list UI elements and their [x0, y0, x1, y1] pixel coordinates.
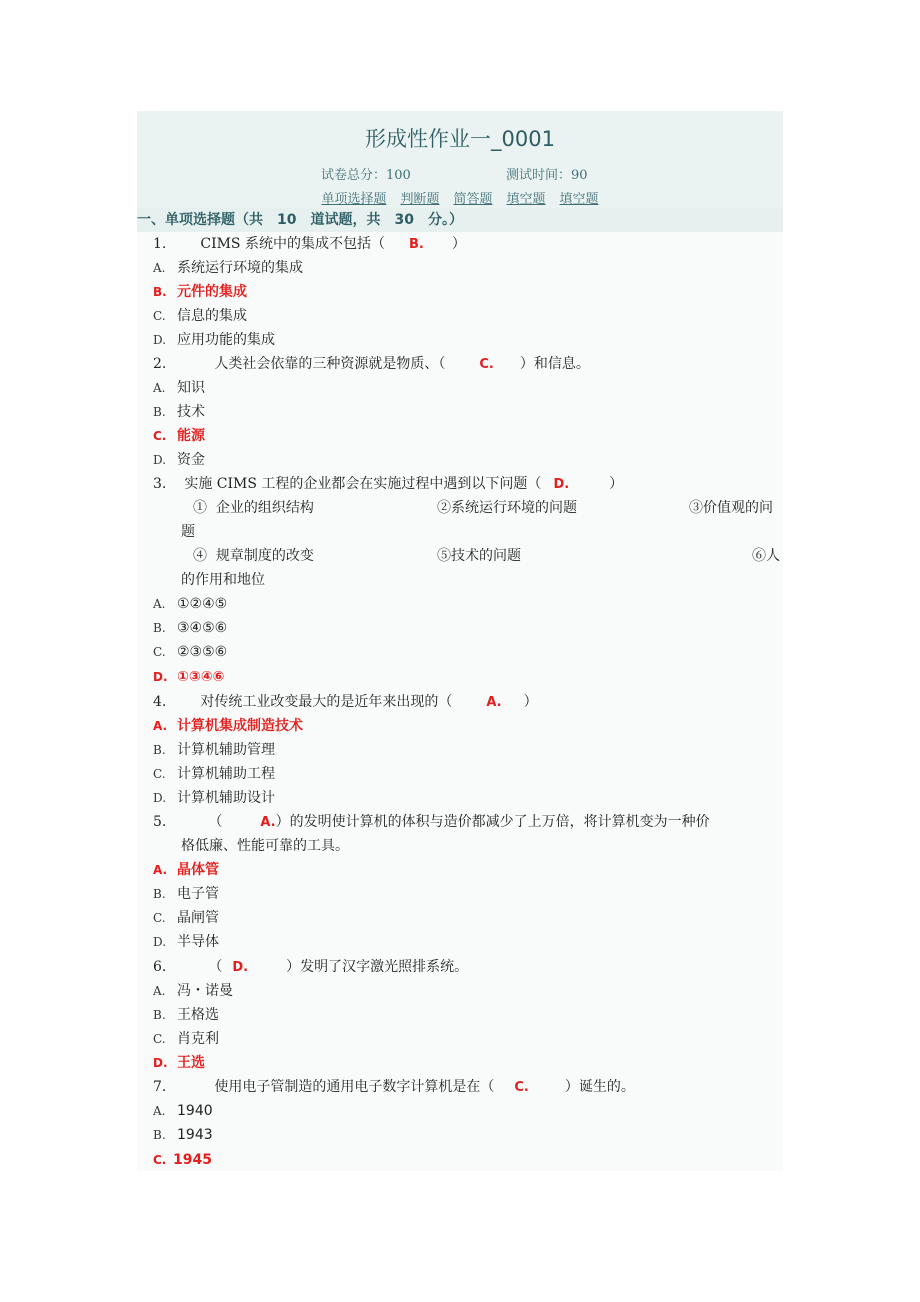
question-2: 2. 人类社会依靠的三种资源就是物质、（ C. ）和信息。 — [153, 356, 590, 372]
question-4: 4. 对传统工业改变最大的是近年来出现的（ A. ） — [153, 694, 538, 710]
option-a[interactable]: A. ①②④⑤ — [153, 596, 228, 612]
option-b[interactable]: B. ③④⑤⑥ — [153, 620, 228, 636]
option-a-correct[interactable]: A. 晶体管 — [153, 862, 219, 878]
tab-fill-blank-2[interactable]: 填空题 — [559, 192, 599, 207]
option-a-correct[interactable]: A. 计算机集成制造技术 — [153, 718, 303, 734]
tab-fill-blank-1[interactable]: 填空题 — [506, 192, 546, 207]
question-text: CIMS 系统中的集成不包括（ — [200, 236, 385, 252]
problem-item-3: ③价值观的问 — [689, 500, 773, 516]
answer-mark: C. — [514, 1080, 529, 1095]
option-d[interactable]: D. 资金 — [153, 452, 205, 468]
problem-item-1: ① 企业的组织结构 — [193, 500, 314, 516]
problem-item-2: ②系统运行环境的问题 — [437, 500, 577, 516]
question-7: 7. 使用电子管制造的通用电子数字计算机是在（ C. ）诞生的。 — [153, 1079, 635, 1095]
option-c-correct[interactable]: C. 能源 — [153, 428, 205, 444]
question-text: 实施 CIMS 工程的企业都会在实施过程中遇到以下问题（ — [184, 476, 542, 492]
problem-item-6-cont: 的作用和地位 — [181, 572, 265, 588]
problem-item-3-cont: 题 — [181, 524, 195, 540]
option-a[interactable]: A. 1940 — [153, 1103, 213, 1119]
question-text: ）的发明使计算机的体积与造价都减少了上万倍，将计算机变为一种价 — [275, 814, 710, 830]
question-5-cont: 格低廉、性能可靠的工具。 — [181, 838, 349, 854]
question-number: 6. — [153, 959, 167, 975]
question-6: 6. （ D. ）发明了汉字激光照排系统。 — [153, 959, 469, 975]
section-tabs — [137, 188, 783, 207]
answer-mark: D. — [232, 960, 249, 975]
question-number: 4. — [153, 694, 167, 710]
option-d[interactable]: D. 计算机辅助设计 — [153, 790, 275, 806]
option-d[interactable]: D. 半导体 — [153, 934, 219, 950]
option-d-correct[interactable]: D. ①③④⑥ — [153, 669, 225, 685]
question-number: 1. — [153, 236, 167, 252]
option-b[interactable]: B. 电子管 — [153, 886, 219, 902]
exam-header — [137, 111, 783, 208]
question-text: 人类社会依靠的三种资源就是物质、（ — [214, 356, 446, 372]
option-c[interactable]: C. 肖克利 — [153, 1031, 219, 1047]
question-5: 5. （ A.）的发明使计算机的体积与造价都减少了上万倍，将计算机变为一种价 — [153, 814, 710, 830]
option-b[interactable]: B. 计算机辅助管理 — [153, 742, 275, 758]
question-number: 3. — [153, 476, 167, 492]
question-text: 使用电子管制造的通用电子数字计算机是在（ — [214, 1079, 495, 1095]
question-number: 7. — [153, 1079, 167, 1095]
option-c[interactable]: C. 晶闸管 — [153, 910, 219, 926]
option-a[interactable]: A. 系统运行环境的集成 — [153, 260, 303, 276]
option-b[interactable]: B. 1943 — [153, 1127, 213, 1143]
option-c[interactable]: C. 信息的集成 — [153, 308, 247, 324]
option-c[interactable]: C. 计算机辅助工程 — [153, 766, 275, 782]
tab-single-choice[interactable]: 单项选择题 — [321, 192, 387, 207]
problem-item-6: ⑥人 — [752, 548, 780, 564]
problem-item-5: ⑤技术的问题 — [437, 548, 521, 564]
total-score: 试卷总分：100 — [321, 168, 411, 183]
option-a[interactable]: A. 冯・诺曼 — [153, 983, 233, 999]
answer-mark: D. — [553, 477, 570, 492]
question-number: 5. — [153, 814, 167, 830]
question-number: 2. — [153, 356, 167, 372]
answer-mark: C. — [479, 357, 494, 372]
tab-short-answer[interactable]: 简答题 — [453, 192, 493, 207]
question-1: 1. CIMS 系统中的集成不包括（ B. ） — [153, 236, 466, 252]
problem-item-4: ④ 规章制度的改变 — [193, 548, 314, 564]
option-b[interactable]: B. 技术 — [153, 404, 205, 420]
answer-mark: B. — [408, 237, 424, 252]
question-text: ）发明了汉字激光照排系统。 — [286, 959, 469, 975]
test-time: 测试时间：90 — [506, 168, 588, 183]
option-c[interactable]: C. ②③⑤⑥ — [153, 644, 228, 660]
answer-mark: A. — [486, 695, 502, 710]
tab-true-false[interactable]: 判断题 — [400, 192, 440, 207]
option-b-correct[interactable]: B. 元件的集成 — [153, 284, 247, 300]
question-text: 对传统工业改变最大的是近年来出现的（ — [200, 694, 453, 710]
option-b[interactable]: B. 王格选 — [153, 1007, 219, 1023]
section-heading: 一、单项选择题（共 10 道试题，共 30 分。） — [137, 208, 783, 232]
answer-mark: A. — [260, 815, 276, 830]
option-c-correct[interactable]: C. 1945 — [153, 1152, 212, 1168]
option-d[interactable]: D. 应用功能的集成 — [153, 332, 275, 348]
exam-title: 形成性作业一_0001 — [365, 127, 555, 151]
question-3: 3. 实施 CIMS 工程的企业都会在实施过程中遇到以下问题（ D. ） — [153, 476, 624, 492]
option-d-correct[interactable]: D. 王选 — [153, 1055, 205, 1071]
option-a[interactable]: A. 知识 — [153, 380, 205, 396]
